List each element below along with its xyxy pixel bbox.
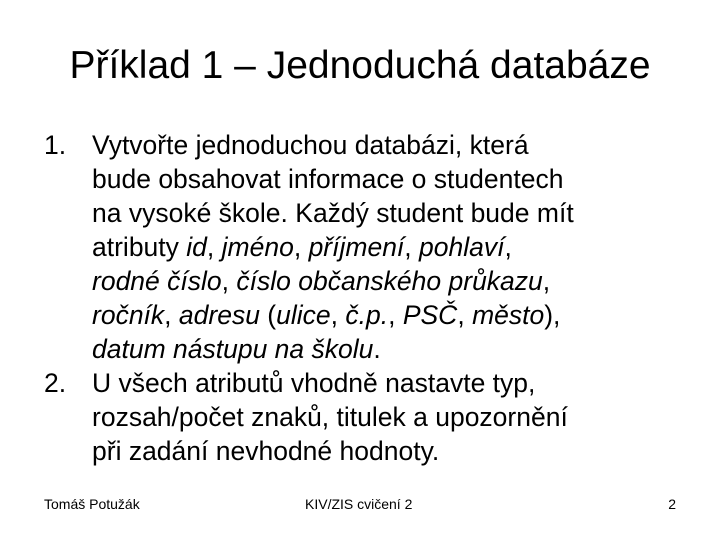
text-segment: , bbox=[504, 232, 512, 262]
attribute-name: rodné číslo bbox=[92, 266, 222, 296]
text-segment: , bbox=[457, 300, 473, 330]
attribute-name: adresu bbox=[178, 300, 260, 330]
attribute-name: PSČ bbox=[402, 300, 458, 330]
text-line bbox=[92, 196, 690, 230]
text-segment: , bbox=[404, 232, 420, 262]
numbered-list bbox=[40, 128, 690, 468]
text-segment: , bbox=[542, 266, 551, 296]
attribute-name: pohlaví bbox=[419, 232, 505, 262]
list-item bbox=[40, 128, 690, 366]
text-segment: , bbox=[206, 232, 222, 262]
attribute-name: datum nástupu na školu bbox=[92, 334, 374, 364]
attribute-name: číslo občanského průkazu bbox=[236, 266, 543, 296]
attribute-name: č.p. bbox=[345, 300, 389, 330]
attribute-name: ročník bbox=[92, 300, 165, 330]
text-line bbox=[92, 298, 690, 332]
slide-title: Příklad 1 – Jednoduchá databáze bbox=[69, 44, 651, 87]
list-item-number: 1. bbox=[44, 130, 67, 160]
text-segment: ), bbox=[544, 300, 561, 330]
text-line bbox=[92, 366, 690, 400]
text-segment: , bbox=[293, 232, 309, 262]
text-segment: Vytvořte jednoduchou databázi, která bbox=[92, 130, 529, 160]
text-segment: na vysoké škole. Každý student bude mít bbox=[92, 198, 574, 228]
text-segment: , bbox=[164, 300, 179, 330]
text-segment: . bbox=[373, 334, 381, 364]
text-segment: ( bbox=[259, 300, 277, 330]
attribute-name: město bbox=[472, 300, 545, 330]
text-segment: , bbox=[388, 300, 403, 330]
text-line bbox=[92, 162, 690, 196]
text-line bbox=[92, 332, 690, 366]
attribute-name: příjmení bbox=[308, 232, 405, 262]
list-item-number: 2. bbox=[44, 368, 67, 398]
text-line bbox=[92, 264, 690, 298]
text-line bbox=[92, 128, 690, 162]
text-segment: při zadání nevhodné hodnoty. bbox=[92, 436, 440, 466]
text-segment: bude obsahovat informace o studentech bbox=[92, 164, 564, 194]
footer-page-number: 2 bbox=[668, 496, 676, 512]
footer-course: KIV/ZIS cvičení 2 bbox=[305, 496, 413, 512]
text-segment: U všech atributů vhodně nastavte typ, bbox=[92, 368, 536, 398]
text-segment: , bbox=[330, 300, 346, 330]
attribute-name: ulice bbox=[276, 300, 331, 330]
footer-author: Tomáš Potužák bbox=[44, 496, 140, 512]
text-segment: , bbox=[221, 266, 237, 296]
attribute-name: jméno bbox=[221, 232, 294, 262]
text-line bbox=[92, 230, 690, 264]
attribute-name: id bbox=[186, 232, 207, 262]
text-segment: atributy bbox=[92, 232, 187, 262]
text-segment: rozsah/počet znaků, titulek a upozornění bbox=[92, 402, 568, 432]
text-line bbox=[92, 400, 690, 434]
list-item bbox=[40, 366, 690, 468]
text-line bbox=[92, 434, 690, 468]
